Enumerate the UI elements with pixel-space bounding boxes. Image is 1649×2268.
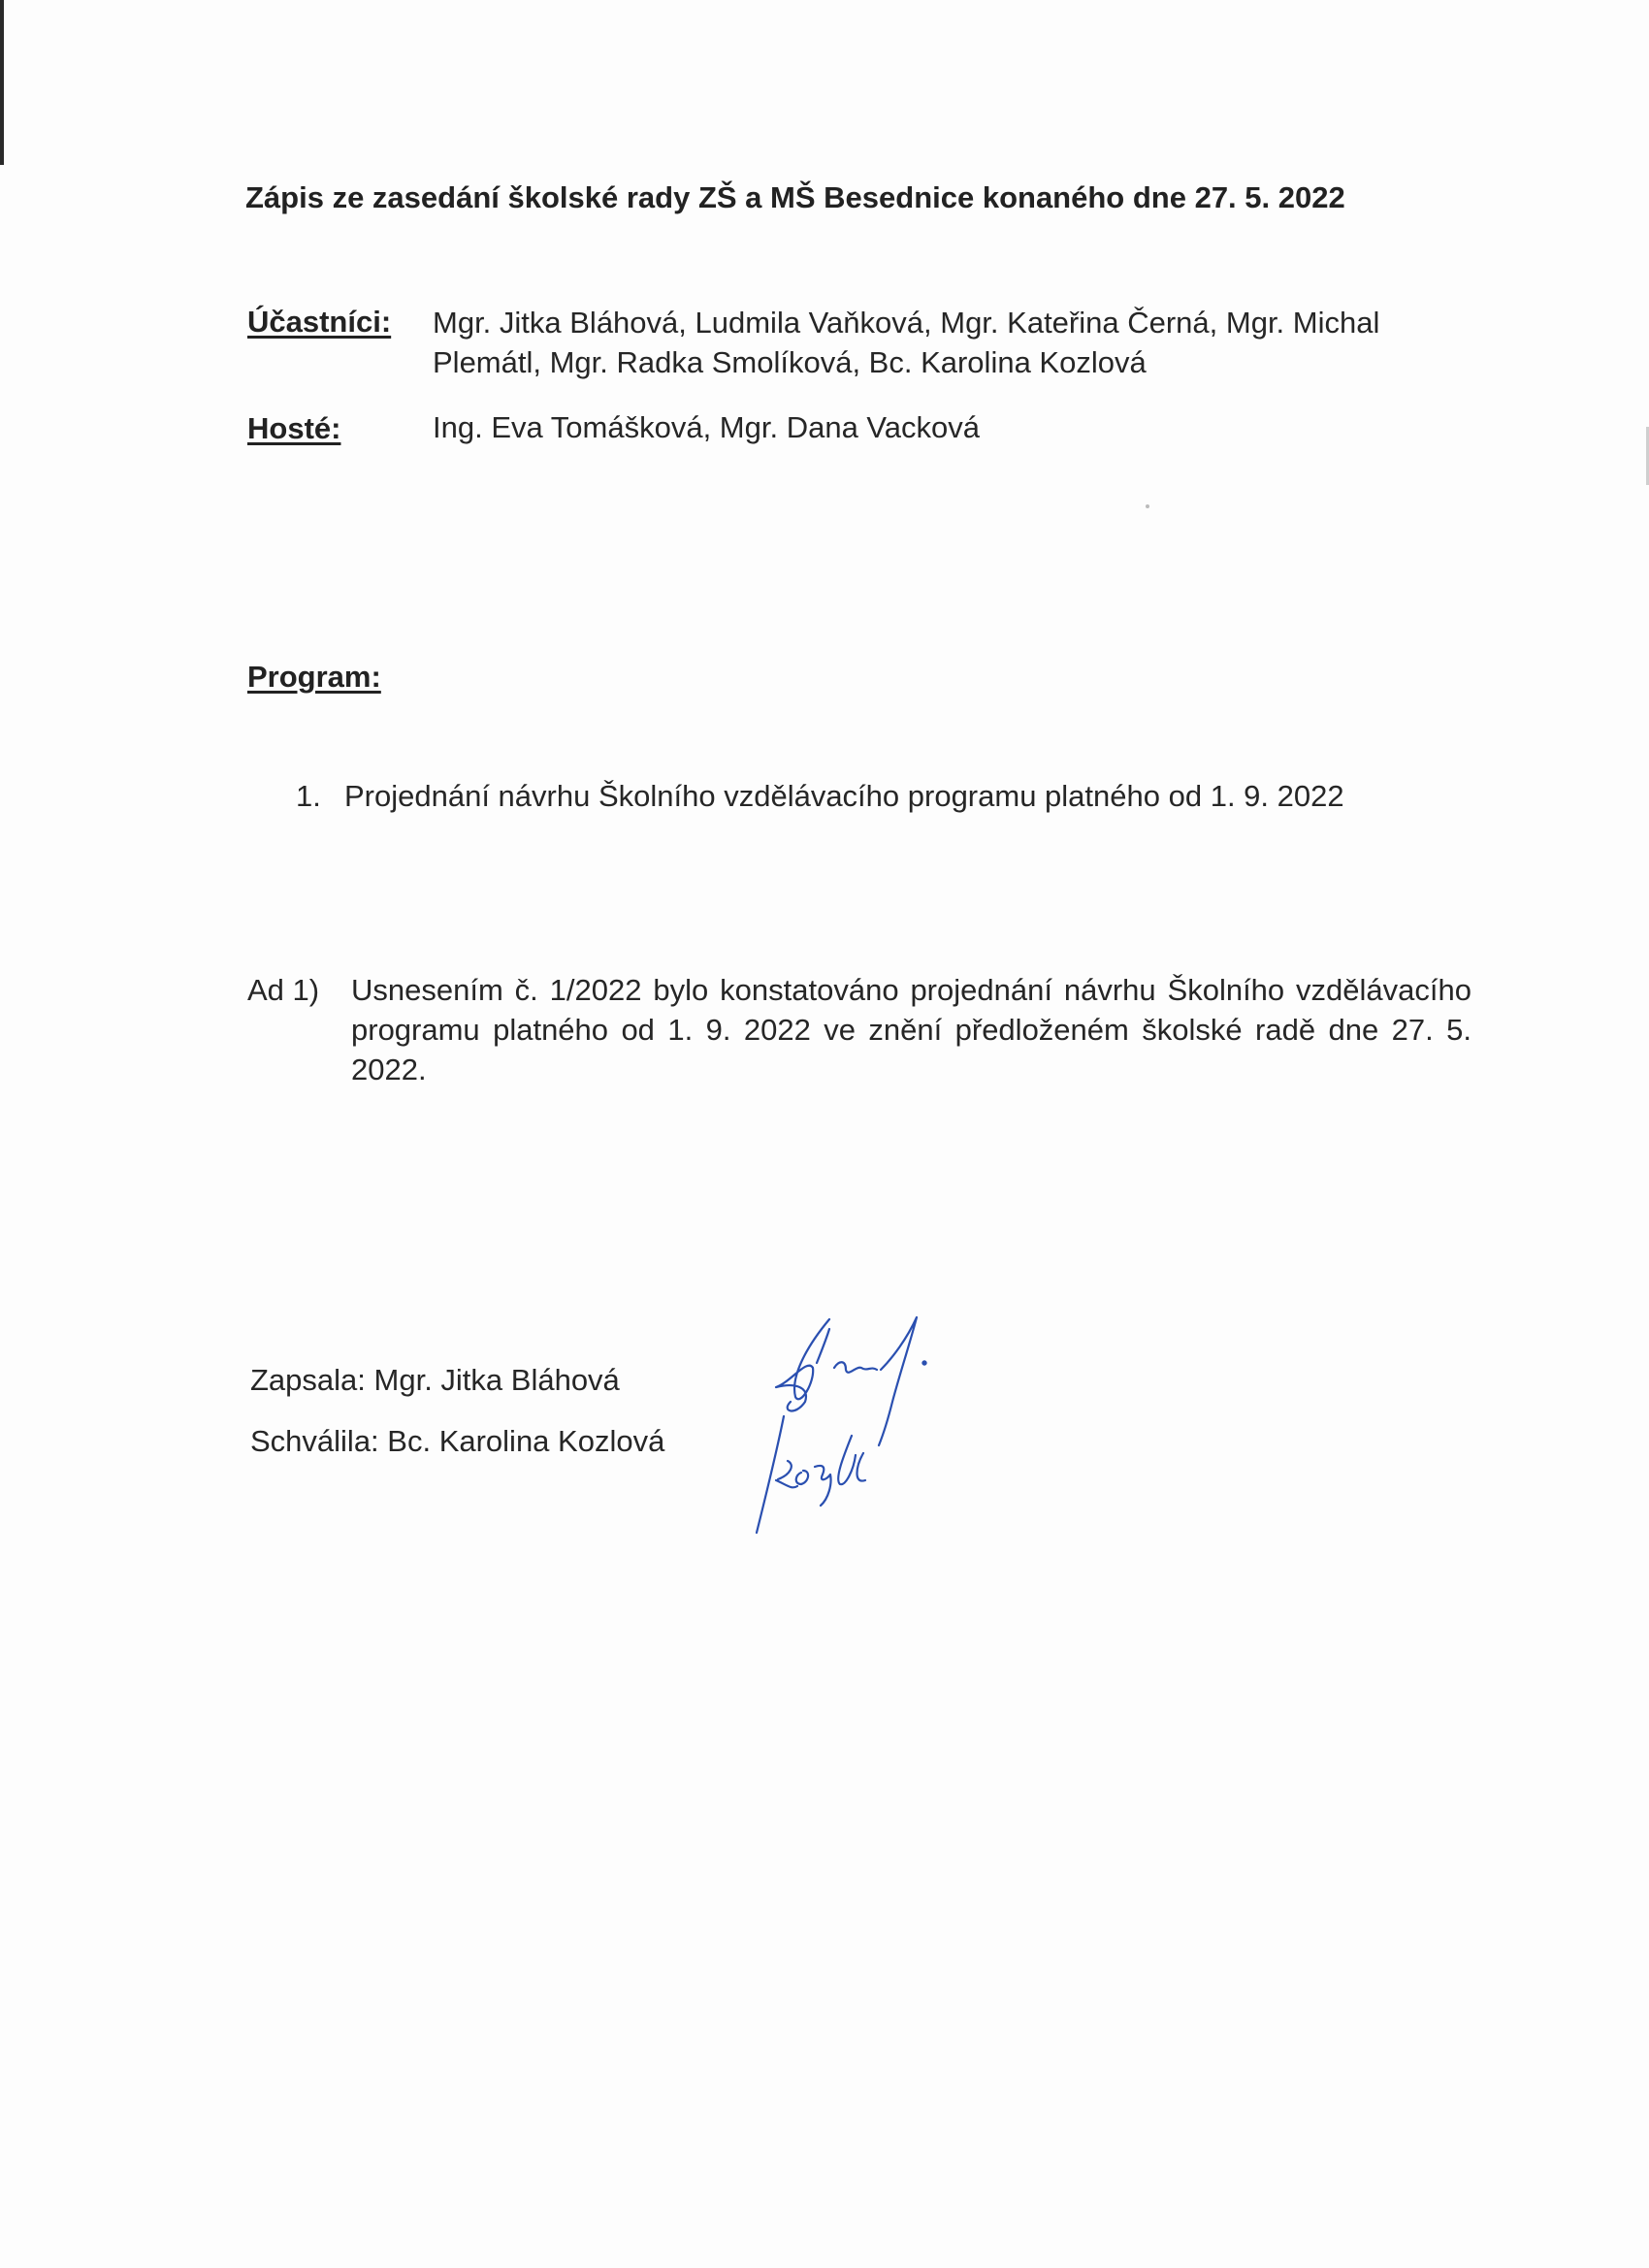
scan-edge bbox=[0, 0, 4, 165]
participants-list: Mgr. Jitka Bláhová, Ludmila Vaňková, Mgr. Kateřina Černá, Mgr. Michal Plemátl, Mgr. Radka Smolíková, Bc. Karolina Kozlová bbox=[433, 306, 1380, 379]
participants-label: Účastníci: bbox=[247, 305, 392, 339]
guests-list: Ing. Eva Tomášková, Mgr. Dana Vacková bbox=[433, 410, 981, 444]
handwritten-signature bbox=[737, 1290, 1048, 1542]
program-item-text: Projednání návrhu Školního vzdělávacího programu platného od 1. 9. 2022 bbox=[344, 779, 1344, 813]
resolution-label: Ad 1) bbox=[247, 973, 320, 1007]
program-item bbox=[296, 779, 1344, 814]
recorded-by: Zapsala: Mgr. Jitka Bláhová bbox=[250, 1363, 620, 1397]
program-item-number: 1. bbox=[296, 779, 321, 813]
scan-speck bbox=[1146, 504, 1149, 508]
program-label: Program: bbox=[247, 660, 381, 694]
document-title: Zápis ze zasedání školské rady ZŠ a MŠ Besednice konaného dne 27. 5. 2022 bbox=[245, 180, 1345, 214]
resolution-text: Usnesením č. 1/2022 bylo konstatováno projednání návrhu Školního vzdělávacího programu platného od 1. 9. 2022 ve znění předloženém školské radě dne 27. 5. 2022. bbox=[351, 973, 1471, 1086]
guests-label: Hosté: bbox=[247, 411, 341, 445]
approved-by: Schválila: Bc. Karolina Kozlová bbox=[250, 1424, 665, 1458]
